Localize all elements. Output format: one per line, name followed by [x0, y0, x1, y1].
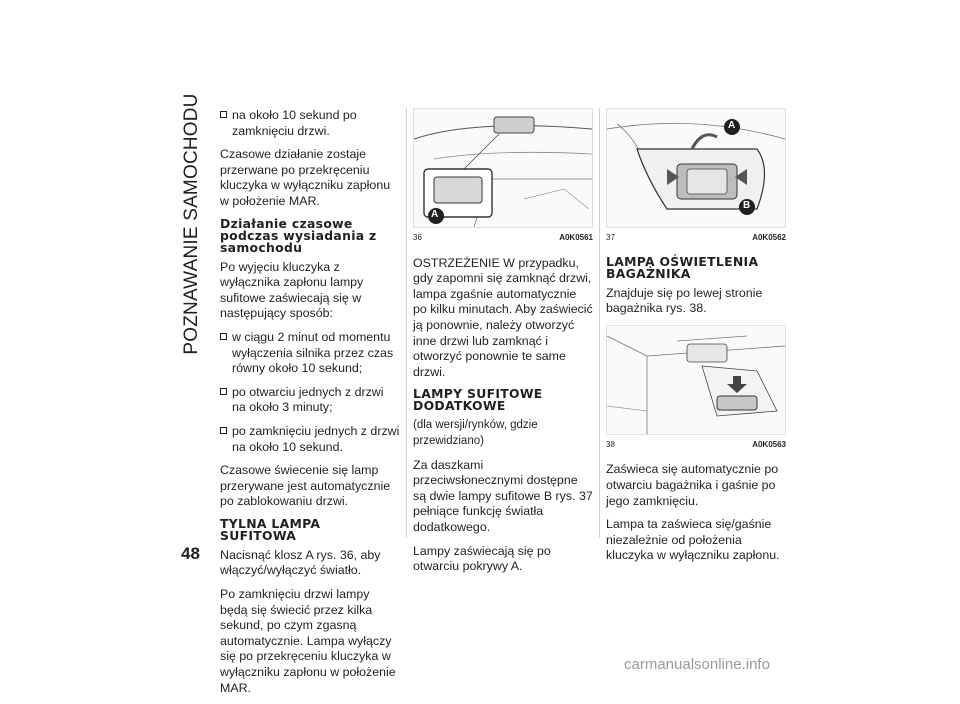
rear-interior-light-illustration	[414, 109, 592, 227]
list-item: po otwarciu jednych z drzwi na około 3 minuty;	[220, 385, 400, 416]
column-1	[220, 108, 400, 704]
paragraph: Za daszkami przeciwsłonecznymi dostępne są dwie lampy sufitowe B rys. 37 pełniące funkcję światła dodatkowego.	[413, 457, 593, 534]
list-item: w ciągu 2 minut od momentu wyłączenia silnika przez czas równy około 10 sekund;	[220, 330, 400, 377]
paragraph: OSTRZEŻENIE W przypadku, gdy zapomni się zamknąć drzwi, lampa zgaśnie automatycznie po kilku minutach. Aby zaświecić ją ponownie, należy otworzyć inne drzwi lub zamknąć i otworzyć ponownie te same drzwi.	[413, 255, 593, 379]
figure-code: A0K0563	[752, 439, 786, 449]
paragraph: Nacisnąć klosz A rys. 36, aby włączyć/wyłączyć światło.	[220, 547, 381, 578]
figure-code: A0K0562	[752, 233, 786, 242]
column-divider	[599, 108, 600, 538]
figure-caption	[606, 230, 786, 246]
column-3	[606, 108, 786, 572]
sun-visor-light-illustration	[607, 109, 785, 227]
callout-label-a: A	[728, 120, 736, 131]
chapter-title	[172, 93, 212, 355]
paragraph: Po zamknięciu drzwi lampy będą się świecić przez kilka sekund, po czym zgasną automatycznie. Lampa wyłączy się po przekręceniu kluczyka w wyłączniku zapłonu w położenie MAR.	[220, 587, 396, 695]
column-2	[413, 108, 593, 583]
figure-number: 36	[413, 233, 422, 242]
paragraph: Czasowe działanie zostaje przerwane po przekręceniu kluczyka w wyłączniku zapłonu w położenie MAR.	[220, 147, 391, 208]
callout-label-b: B	[743, 200, 751, 211]
page-number: 48	[181, 544, 200, 563]
availability-note: (dla wersji/rynków, gdzie przewidziano)	[413, 419, 538, 447]
paragraph: Zaświeca się automatycznie po otwarciu bagażnika i gaśnie po jego zamknięciu.	[606, 462, 779, 508]
figure-code: A0K0561	[559, 233, 593, 242]
chapter-title-text: POZNAWANIE SAMOCHODU	[181, 93, 202, 355]
section-heading: LAMPY SUFITOWE DODATKOWE	[413, 386, 543, 414]
section-heading: Działanie czasowe podczas wysiadania z samochodu	[220, 215, 377, 255]
watermark: carmanualsonline.info	[624, 656, 770, 673]
figure-38	[606, 325, 786, 435]
figure-36	[413, 108, 593, 228]
list-item: na około 10 sekund po zamknięciu drzwi.	[220, 108, 400, 139]
list-item: po zamknięciu jednych z drzwi na około 10 sekund.	[220, 424, 400, 455]
figure-number: 38	[606, 439, 615, 449]
paragraph: Po wyjęciu kluczyka z wyłącznika zapłonu lampy sufitowe zaświecają się w następujący sposób:	[220, 259, 364, 321]
callout-label-a: A	[431, 209, 439, 220]
section-heading: LAMPA OŚWIETLENIA BAGAŻNIKA	[606, 253, 759, 281]
paragraph: Znajduje się po lewej stronie bagażnika rys. 38.	[606, 285, 763, 316]
paragraph: Lampa ta zaświeca się/gaśnie niezależnie od położenia kluczyka w wyłączniku zapłonu.	[606, 517, 780, 563]
column-divider	[406, 108, 407, 538]
paragraph: Lampy zaświecają się po otwarciu pokrywy A.	[413, 543, 551, 574]
figure-number: 37	[606, 233, 615, 242]
figure-37	[606, 108, 786, 228]
trunk-light-illustration	[607, 326, 785, 434]
figure-caption	[413, 230, 593, 246]
figure-caption	[606, 437, 786, 453]
section-heading: TYLNA LAMPA SUFITOWA	[220, 515, 321, 543]
paragraph: Czasowe świecenie się lamp przerywane jest automatycznie po zablokowaniu drzwi.	[220, 463, 391, 509]
